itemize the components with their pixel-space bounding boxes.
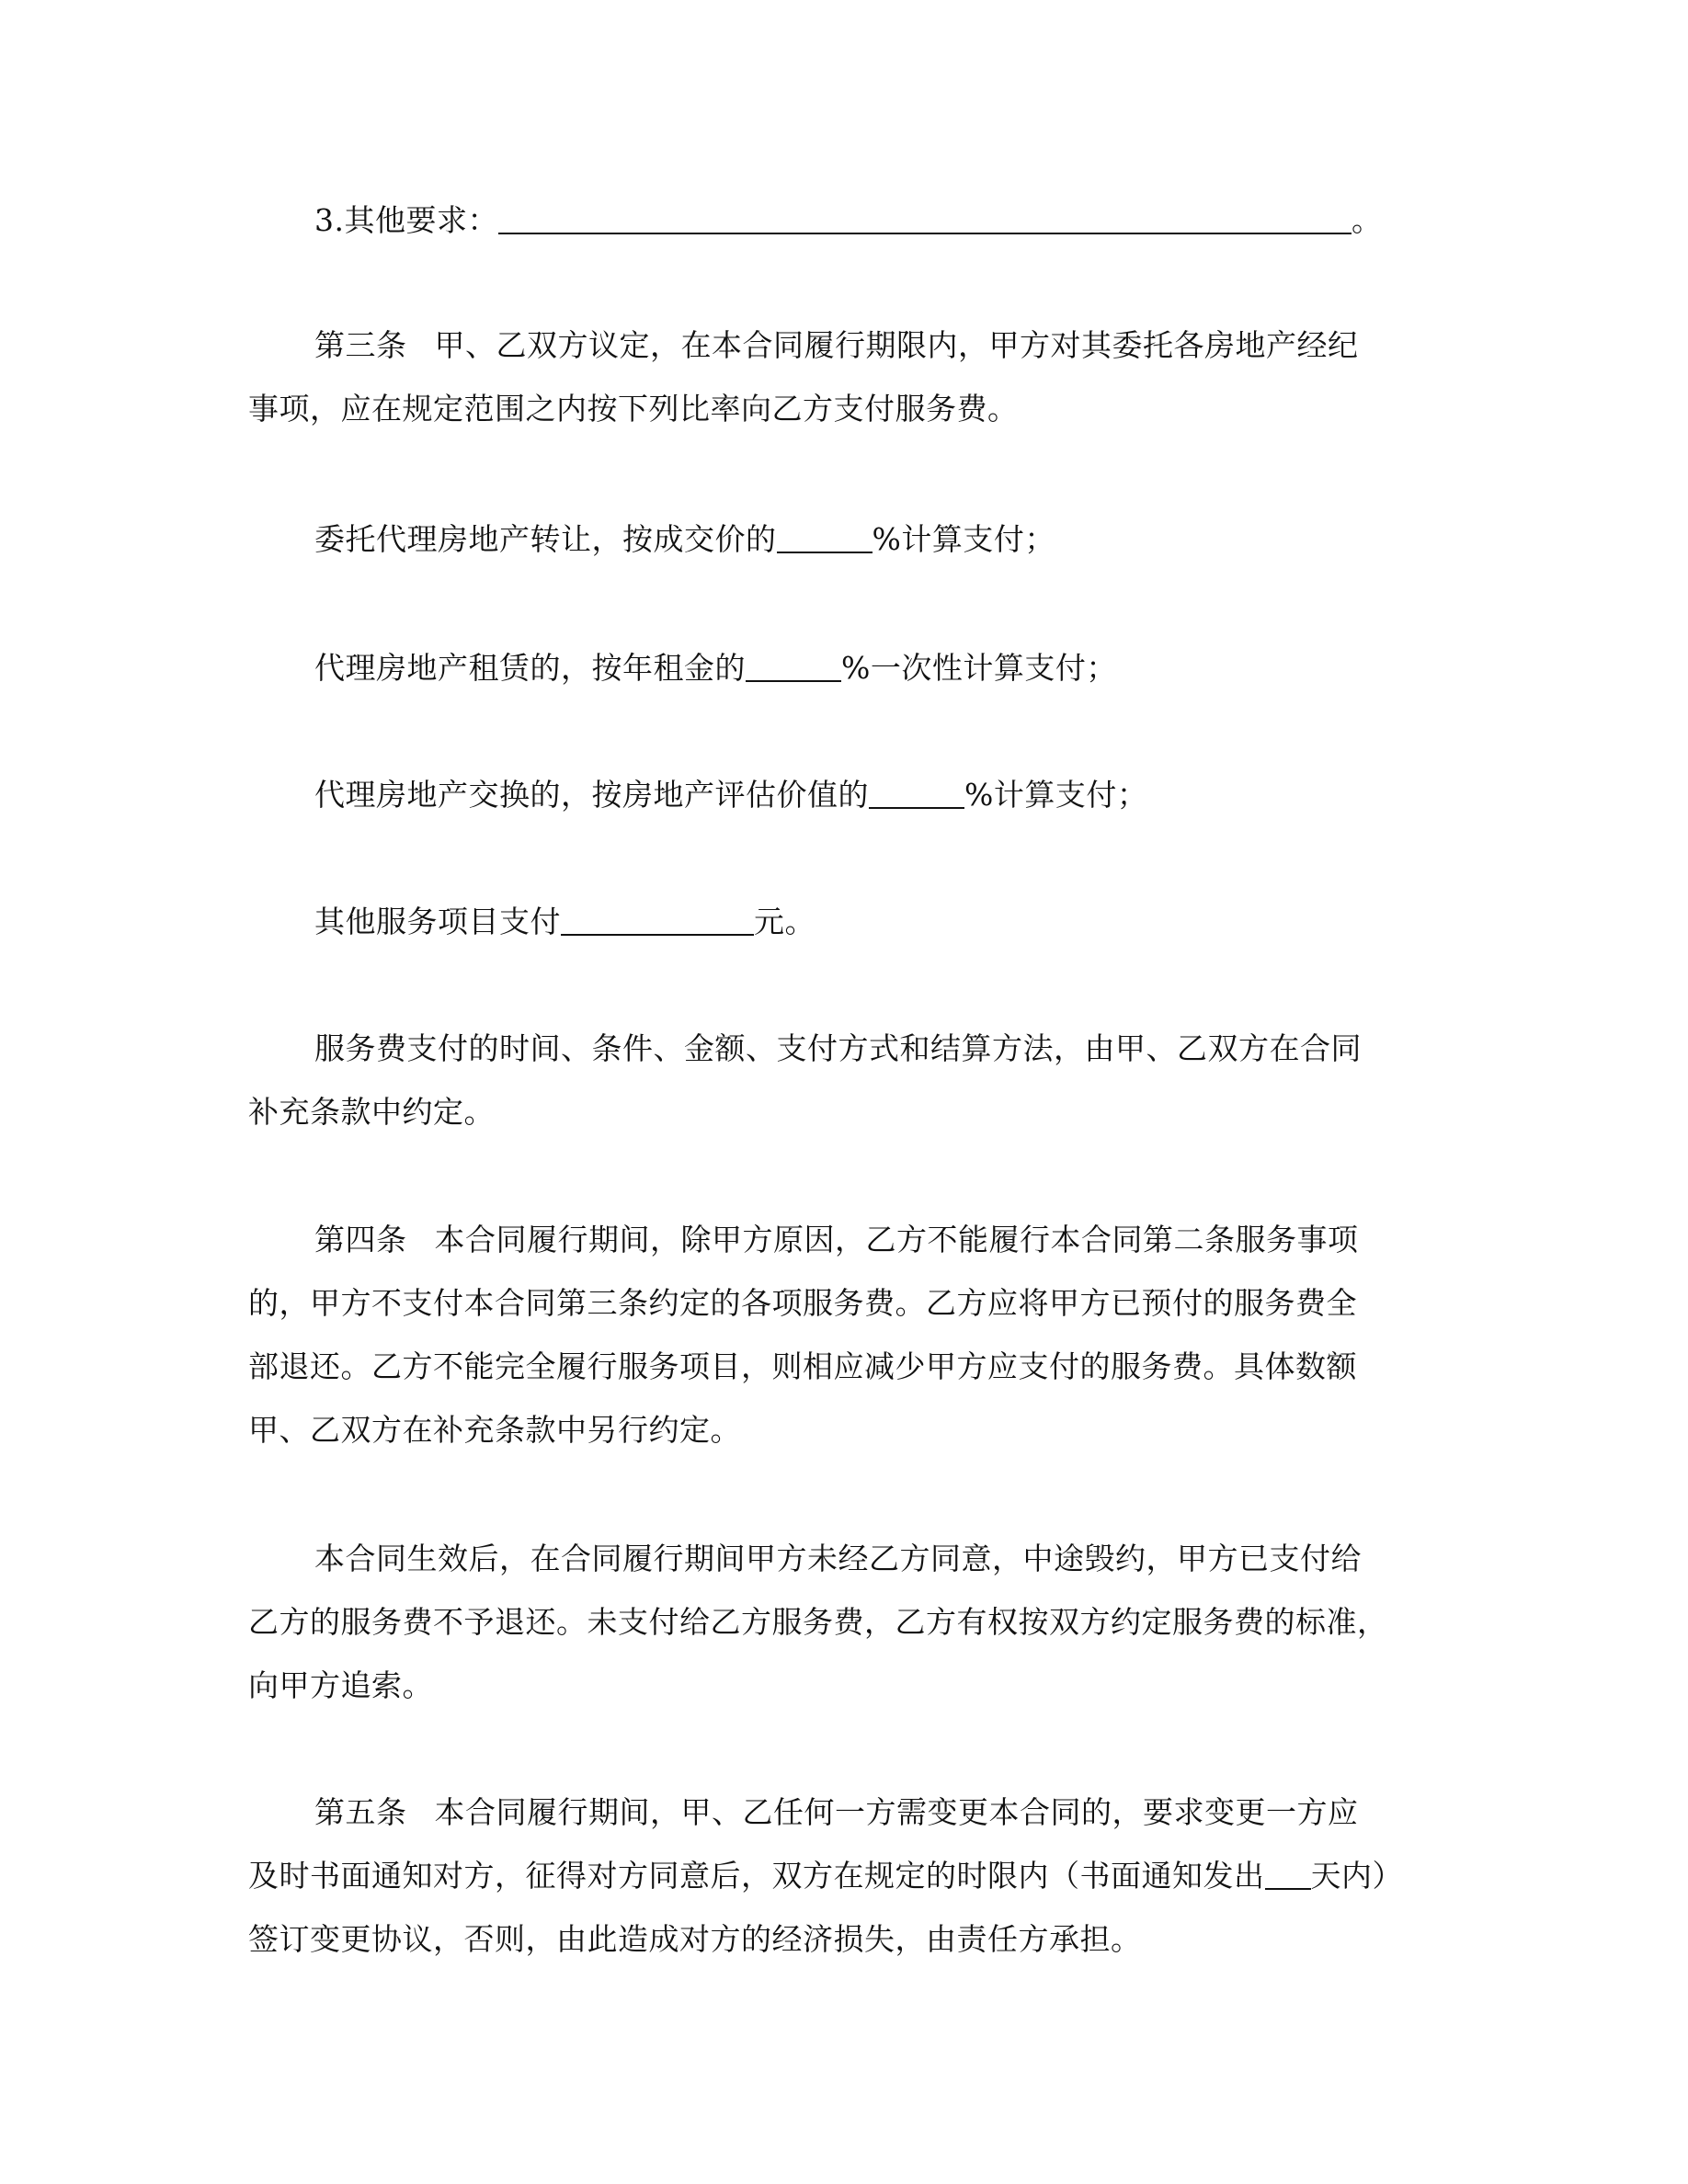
article-3: 第三条 甲、乙双方议定，在本合同履行期限内，甲方对其委托各房地产经纪 事项，应在规定范围之内按下列比率向乙方支付服务费。 xyxy=(248,327,1359,427)
exchange-rate-blank xyxy=(869,776,964,809)
payment-terms: 服务费支付的时间、条件、金额、支付方式和结算方法，由甲、乙双方在合同 补充条款中约定。 xyxy=(248,1030,1362,1130)
fee-other: 其他服务项目支付 元。 xyxy=(314,904,815,939)
article-5-label: 第五条 xyxy=(314,1794,407,1830)
fee-transfer: 委托代理房地产转让，按成交价的 %计算支付； xyxy=(314,521,1055,557)
article-4: 第四条 本合同履行期间，除甲方原因，乙方不能履行本合同第二条服务事项 的，甲方不支付本合同第三条约定的各项服务费。乙方应将甲方已预付的服务费全 部退还。乙方不能完全履行服务项目，则相应减少甲方应支付的服务费。具体数额 甲、乙双方在补充条款中另行约定。 xyxy=(248,1222,1359,1448)
article-5: 第五条 本合同履行期间，甲、乙任何一方需变更本合同的，要求变更一方应 及时书面通知对方，征得对方同意后，双方在规定的时限内（书面通知发出 天内） 签订变更协议，否则，由此造成对方的经济损失，由责任方承担。 xyxy=(248,1794,1403,1957)
item-3-other-requirements: 3.其他要求： 。 xyxy=(314,202,1383,238)
lease-rate-blank xyxy=(746,649,841,682)
notice-days-blank xyxy=(1265,1857,1311,1890)
article-4-label: 第四条 xyxy=(314,1222,407,1257)
fee-lease: 代理房地产租赁的，按年租金的 %一次性计算支付； xyxy=(314,650,1117,686)
other-fee-blank xyxy=(561,903,754,936)
other-requirements-blank xyxy=(498,201,1352,234)
transfer-rate-blank xyxy=(777,520,873,553)
article-3-label: 第三条 xyxy=(314,327,407,363)
article-4-termination: 本合同生效后，在合同履行期间甲方未经乙方同意，中途毁约，甲方已支付给 乙方的服务费不予退还。未支付给乙方服务费，乙方有权按双方约定服务费的标准， 向甲方追索。 xyxy=(248,1541,1388,1703)
item-3-label: 3.其他要求： xyxy=(314,202,498,238)
fee-exchange: 代理房地产交换的，按房地产评估价值的 %计算支付； xyxy=(314,777,1148,813)
